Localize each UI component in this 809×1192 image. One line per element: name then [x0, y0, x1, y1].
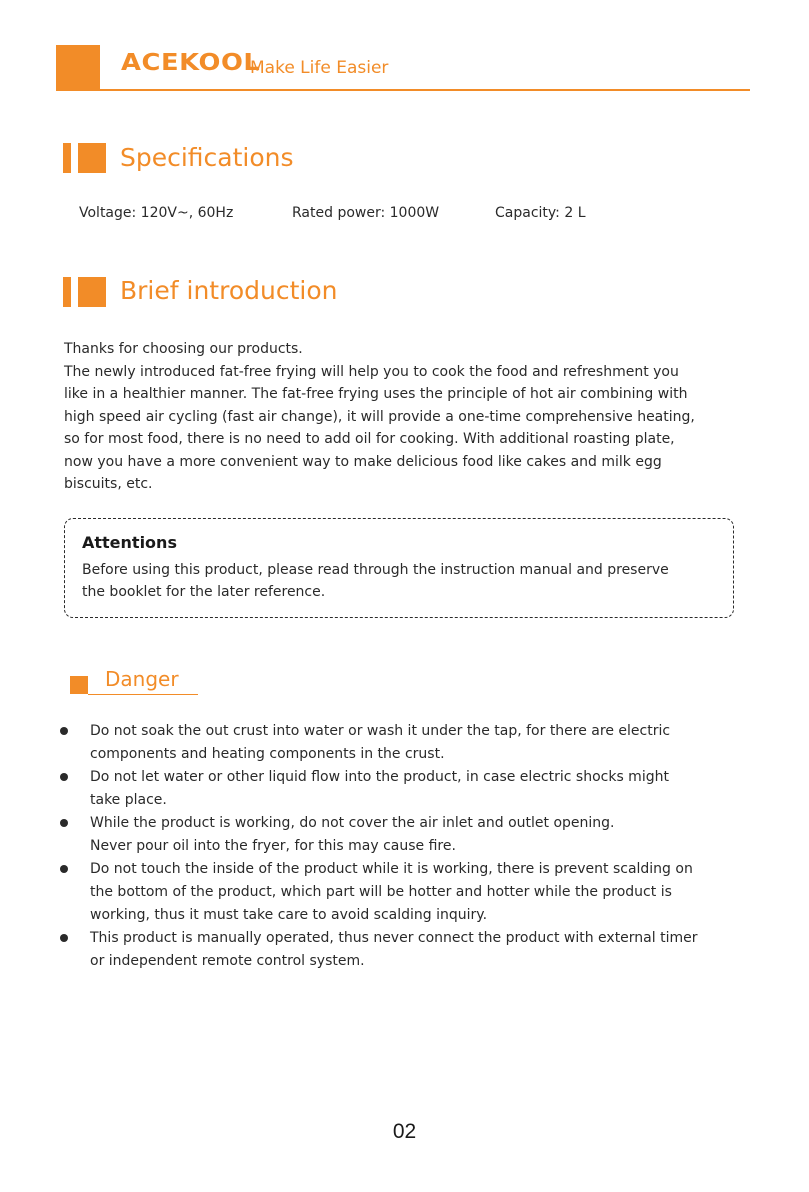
page-number: 02 [392, 1120, 417, 1143]
list-item-line: Do not soak the out crust into water or wash it under the tap, for there are electric [90, 723, 671, 739]
attentions-line: Before using this product, please read through the instruction manual and preserve [82, 562, 669, 578]
list-item-line: Do not let water or other liquid flow into the product, in case electric shocks might [90, 769, 669, 785]
section-marker-thick [78, 277, 106, 307]
danger-list [60, 720, 760, 973]
brand-logo: ACEKOOL [121, 50, 261, 76]
spec-rated-power: Rated power: 1000W [292, 205, 440, 221]
section-marker-thick [78, 143, 106, 173]
intro-paragraph [64, 338, 754, 496]
list-item-line: Never pour oil into the fryer, for this may cause fire. [90, 838, 456, 854]
intro-line: Thanks for choosing our products. [64, 341, 303, 357]
list-item [60, 720, 760, 766]
spec-voltage: Voltage: 120V~, 60Hz [79, 205, 234, 221]
list-item [60, 766, 760, 812]
list-item [60, 812, 760, 858]
header-accent-square [56, 45, 100, 91]
intro-line: like in a healthier manner. The fat-free frying uses the principle of hot air combining with [64, 386, 688, 402]
list-item-line: the bottom of the product, which part will be hotter and hotter while the product is [90, 884, 672, 900]
intro-line: high speed air cycling (fast air change), it will provide a one-time comprehensive heating, [64, 408, 695, 425]
specifications-heading: Specifications [120, 143, 294, 172]
list-item-line: components and heating components in the crust. [90, 746, 445, 762]
intro-line: biscuits, etc. [64, 476, 153, 492]
spec-capacity: Capacity: 2 L [495, 205, 586, 221]
list-item [60, 858, 760, 927]
danger-marker [70, 676, 88, 694]
list-item-line: working, thus it must take care to avoid scalding inquiry. [90, 907, 488, 923]
intro-line: so for most food, there is no need to add oil for cooking. With additional roasting plate, [64, 431, 675, 447]
bullet-icon [60, 773, 68, 781]
list-item-line: take place. [90, 792, 167, 808]
section-marker-thin [63, 143, 71, 173]
list-item-line: or independent remote control system. [90, 953, 365, 969]
danger-heading: Danger [105, 667, 179, 691]
attentions-line: the booklet for the later reference. [82, 584, 326, 600]
danger-underline [88, 694, 198, 695]
bullet-icon [60, 865, 68, 873]
brand-tagline: Make Life Easier [250, 58, 389, 78]
header-rule [100, 89, 750, 91]
list-item [60, 927, 760, 973]
list-item-line: Do not touch the inside of the product while it is working, there is prevent scalding on [90, 861, 693, 877]
section-marker-thin [63, 277, 71, 307]
intro-line: The newly introduced fat-free frying will help you to cook the food and refreshment you [64, 363, 679, 380]
brief-introduction-heading: Brief introduction [120, 276, 338, 305]
bullet-icon [60, 934, 68, 942]
list-item-line: This product is manually operated, thus never connect the product with external timer [90, 930, 698, 946]
bullet-icon [60, 727, 68, 735]
intro-line: now you have a more convenient way to make delicious food like cakes and milk egg [64, 453, 662, 470]
attentions-heading: Attentions [82, 533, 177, 552]
bullet-icon [60, 819, 68, 827]
list-item-line: While the product is working, do not cover the air inlet and outlet opening. [90, 815, 615, 831]
attentions-text [82, 559, 732, 603]
